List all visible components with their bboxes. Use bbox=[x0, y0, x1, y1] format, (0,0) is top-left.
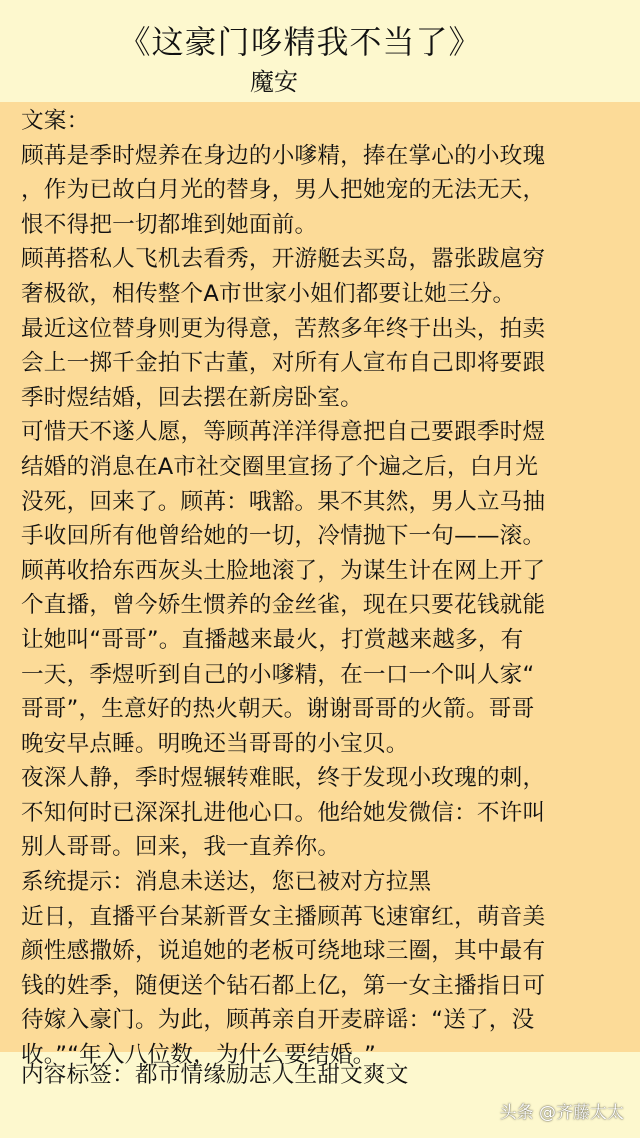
synopsis-line: 别人哥哥。回来，我一直养你。 bbox=[21, 834, 341, 861]
synopsis-line: 待嫁入豪门。为此，顾苒亲自开麦辟谣：“送了，没 bbox=[21, 1007, 535, 1034]
synopsis-line: 文案： bbox=[21, 108, 90, 134]
synopsis-line: 顾苒收拾东西灰头土脸地滚了，为谋生计在网上开了 bbox=[21, 557, 546, 584]
synopsis-line: 季时煜结婚，回去摆在新房卧室。 bbox=[21, 384, 363, 411]
synopsis-line: 钱的姓季，随便送个钻石都上亿，第一女主播指日可 bbox=[21, 972, 546, 999]
watermark: 头条 @齐藤太太 bbox=[499, 1103, 624, 1123]
book-title bbox=[0, 22, 640, 62]
synopsis-line: 顾苒搭私人飞机去看秀，开游艇去买岛，嚣张跋扈穷 bbox=[21, 246, 546, 273]
synopsis-line: 奢极欲，相传整个A市世家小姐们都要让她三分。 bbox=[21, 280, 516, 307]
synopsis-line: 夜深人静，季时煜辗转难眠，终于发现小玫瑰的刺， bbox=[21, 765, 546, 792]
synopsis-line: 颜性感撒娇，说追她的老板可绕地球三圈，其中最有 bbox=[21, 938, 546, 965]
content-tags: 内容标签：都市情缘励志人生甜文爽文 bbox=[21, 1062, 409, 1088]
synopsis-line: 结婚的消息在A市社交圈里宣扬了个遍之后，白月光 bbox=[21, 453, 539, 480]
synopsis-line: 一天，季煜听到自己的小嗲精，在一口一个叫人家“ bbox=[21, 661, 535, 688]
synopsis-line: 顾苒是季时煜养在身边的小嗲精，捧在掌心的小玫瑰 bbox=[21, 142, 546, 169]
header bbox=[0, 0, 640, 102]
synopsis-line: 个直播，曾今娇生惯养的金丝雀，现在只要花钱就能 bbox=[21, 592, 546, 619]
synopsis-line: 让她叫“哥哥”。直播越来最火，打赏越来越多，有 bbox=[21, 626, 524, 653]
synopsis-line: 收。”“年入八位数，为什么要结婚。” bbox=[21, 1042, 377, 1069]
synopsis-line: 最近这位替身则更为得意，苦熬多年终于出头，拍卖 bbox=[21, 315, 546, 342]
synopsis-line: 系统提示：消息未送达，您已被对方拉黑 bbox=[21, 869, 432, 896]
synopsis-line: 晚安早点睡。明晚还当哥哥的小宝贝。 bbox=[21, 730, 409, 757]
synopsis-line: 会上一掷千金拍下古董，对所有人宣布自己即将要跟 bbox=[21, 350, 546, 377]
synopsis-line: 近日，直播平台某新晋女主播顾苒飞速窜红，萌音美 bbox=[21, 903, 546, 930]
book-title-text: 《这豪门哆精我不当了》 bbox=[118, 23, 482, 61]
synopsis-line: 恨不得把一切都堆到她面前。 bbox=[21, 211, 318, 238]
synopsis-line: ，作为已故白月光的替身，男人把她宠的无法无天， bbox=[21, 177, 546, 204]
book-author: 魔安 bbox=[250, 68, 298, 96]
synopsis-text bbox=[21, 104, 621, 1073]
synopsis-line: 哥哥”，生意好的热火朝天。谢谢哥哥的火箭。哥哥 bbox=[21, 696, 535, 723]
synopsis-line: 不知何时已深深扎进他心口。他给她发微信：不许叫 bbox=[21, 799, 546, 826]
synopsis-line: 可惜天不遂人愿，等顾苒洋洋得意把自己要跟季时煜 bbox=[21, 419, 546, 446]
synopsis-line: 没死，回来了。顾苒：哦豁。果不其然，男人立马抽 bbox=[21, 488, 546, 515]
synopsis-line: 手收回所有他曾给她的一切，冷情抛下一句——滚。 bbox=[21, 523, 546, 550]
